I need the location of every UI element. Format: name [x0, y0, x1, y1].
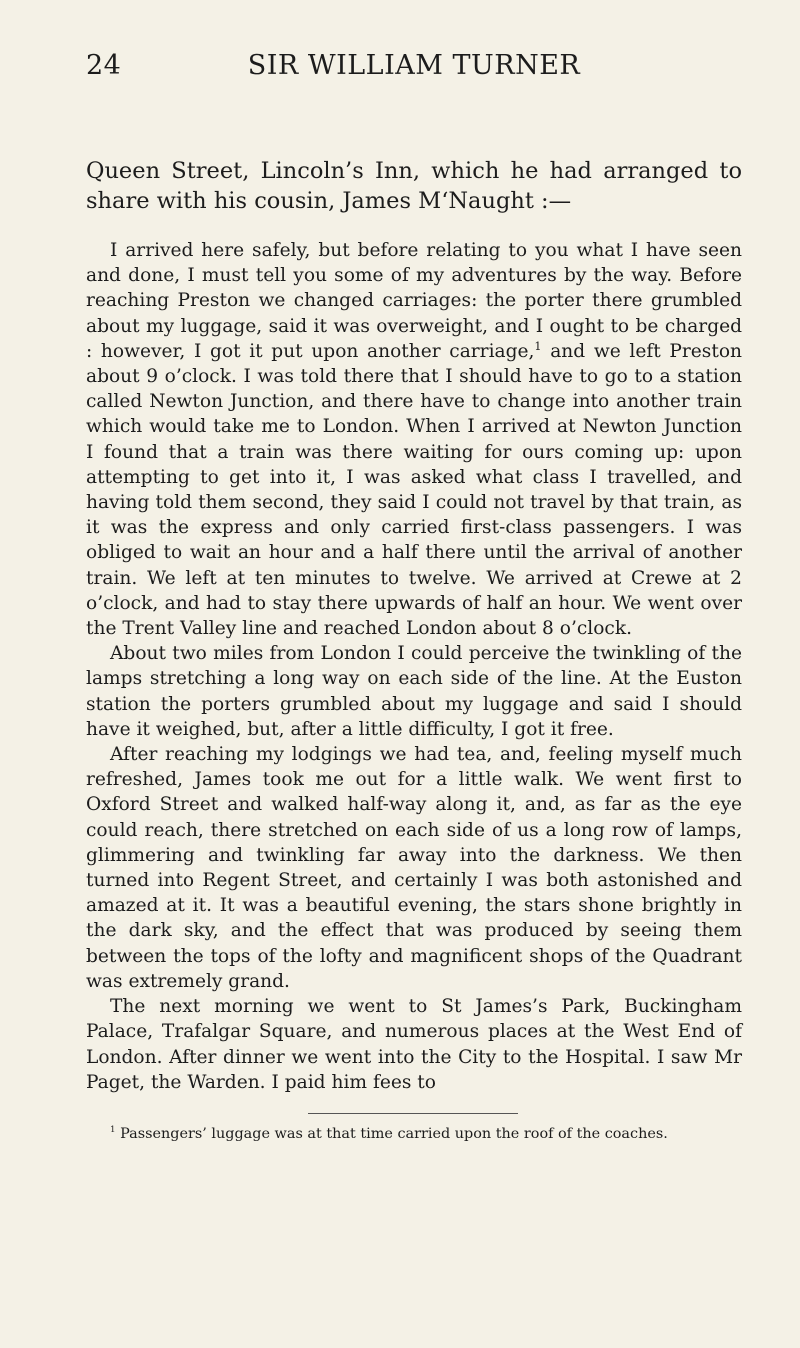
footnote-marker: 1 [110, 1125, 116, 1136]
footnote-text: Passengers’ luggage was at that time carried upon the roof of the coaches. [115, 1125, 668, 1142]
running-title: SIR WILLIAM TURNER [247, 50, 581, 81]
book-page [86, 50, 742, 1144]
footnote-reference: 1 [534, 339, 542, 353]
letter-paragraph-1-text-a: I arrived here safely, but before relating to you what I have seen and done, I must tell you some of my adventures by the way. Before reaching Preston we changed carriages: the porter there grumbled about my luggage, said it was overweight, and I ought to be charged : however, I got it put upon another carriage, [86, 240, 742, 362]
letter-paragraph-3: After reaching my lodgings we had tea, and, feeling myself much refreshed, James took me out for a little walk. We went first to Oxford Street and walked half-way along it, and, as far as the eye could reach, there stretched on each side of us a long row of lamps, glimmering and twinkling far away into the darkness. We then turned into Regent Street, and certainly I was both astonished and amazed at it. It was a beautiful evening, the stars shone brightly in the dark sky, and the effect that was produced by seeing them between the tops of the lofty and magnificent shops of the Quadrant was extremely grand. [86, 744, 742, 992]
footnote-divider [308, 1113, 518, 1114]
letter-paragraph-1 [86, 238, 742, 641]
page-number: 24 [86, 50, 122, 81]
letter-paragraph-4: The next morning we went to St James’s Park, Buckingham Palace, Trafalgar Square, and numerous places at the West End of London. After dinner we went into the City to the Hospital. I saw Mr Paget, the Warden. I paid him fees to [86, 996, 742, 1093]
running-head [86, 50, 742, 90]
letter-body [86, 238, 742, 1095]
footnote [86, 1124, 742, 1144]
letter-paragraph-2: About two miles from London I could perceive the twinkling of the lamps stretching a long way on each side of the line. At the Euston station the porters grumbled about my luggage and said I should have it weighed, but, after a little difficulty, I got it free. [86, 643, 742, 740]
opening-paragraph: Queen Street, Lincoln’s Inn, which he had arranged to share with his cousin, James M‘Naught :— [86, 158, 742, 214]
letter-paragraph-1-text-b: and we left Preston about 9 o’clock. I was told there that I should have to go to a station called Newton Junction, and there have to change into another train which would take me to London. When I arrived at Newton Junction I found that a train was there waiting for ours coming up: upon attempting to get into it, I was asked what class I travelled, and having told them second, they said I could not travel by that train, as it was the express and only carried first-class passengers. I was obliged to wait an hour and a half there until the arrival of another train. We left at ten minutes to twelve. We arrived at Crewe at 2 o’clock, and had to stay there upwards of half an hour. We went over the Trent Valley line and reached London about 8 o’clock. [86, 340, 742, 640]
